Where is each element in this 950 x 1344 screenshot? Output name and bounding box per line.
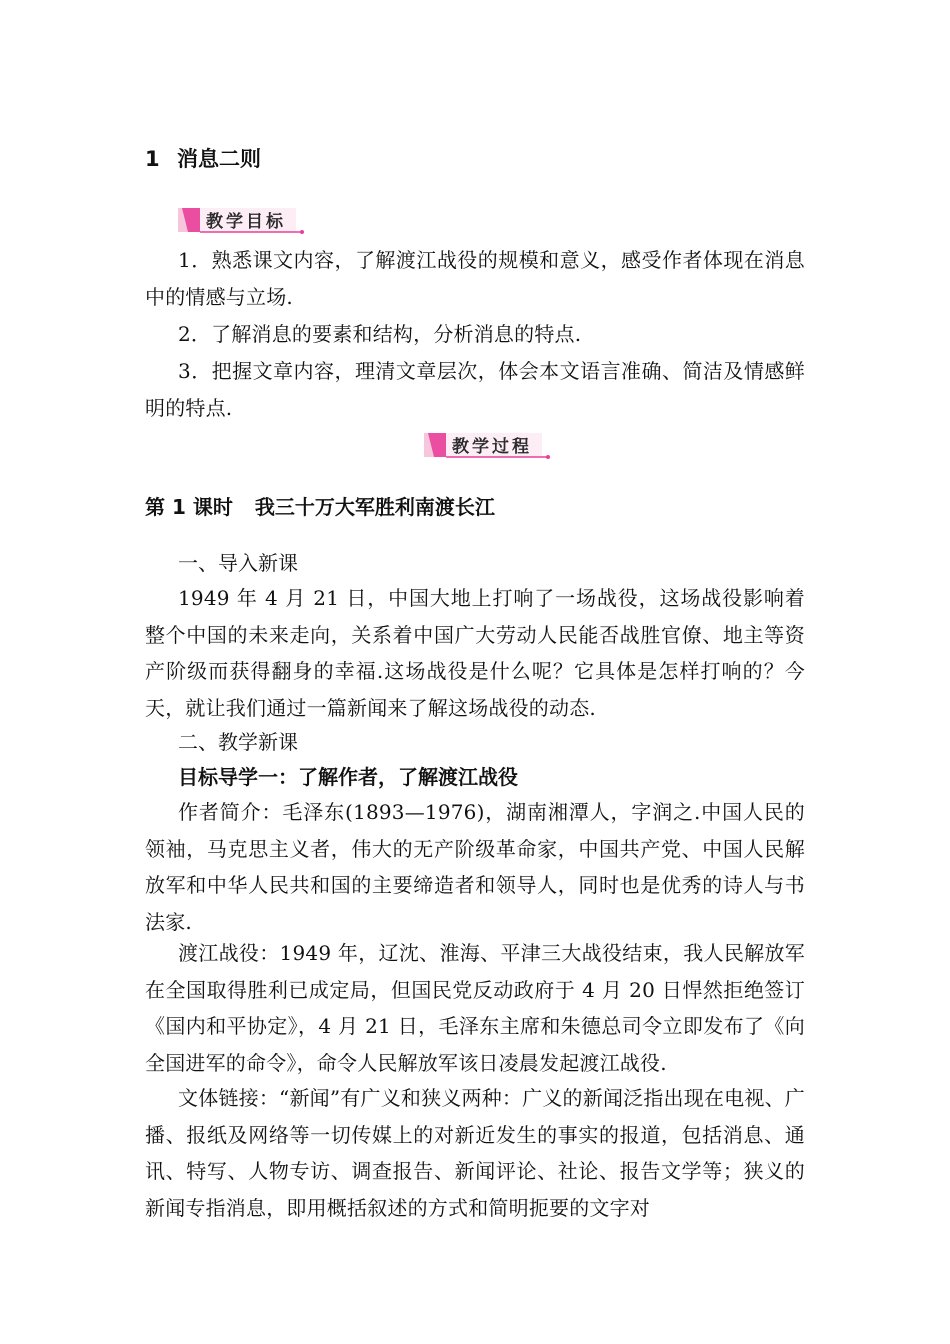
intro-paragraph: 1949 年 4 月 21 日，中国大地上打响了一场战役，这场战役影响着整个中国的未来走向，关系着中国广大劳动人民能否战胜官僚、地主等资产阶级而获得翻身的幸福.这场战役是什么呢？它具体是怎样打响的？今天，就让我们通过一篇新闻来了解这场战役的动态. <box>145 586 805 720</box>
objective-3: 3．把握文章内容，理清文章层次，体会本文语言准确、简洁及情感鲜明的特点. <box>145 359 805 420</box>
goal-heading: 目标导学一：了解作者，了解渡江战役 <box>178 765 518 789</box>
process-badge-label: 教学过程 <box>452 437 532 457</box>
lesson-title-text: 消息二则 <box>177 147 261 171</box>
objective-1: 1．熟悉课文内容，了解渡江战役的规模和意义，感受作者体现在消息中的情感与立场. <box>145 248 805 309</box>
lesson-number: 1 <box>145 147 160 171</box>
intro-heading: 一、导入新课 <box>178 551 298 575</box>
author-paragraph: 作者简介：毛泽东(1893—1976)，湖南湘潭人，字润之.中国人民的领袖，马克思主义者，伟大的无产阶级革命家，中国共产党、中国人民解放军和中华人民共和国的主要缔造者和领导人，同时也是优秀的诗人与书法家. <box>145 800 805 934</box>
teach-heading: 二、教学新课 <box>178 730 298 754</box>
period-title: 我三十万大军胜利南渡长江 <box>254 495 495 519</box>
process-badge <box>424 430 554 460</box>
lesson-title <box>145 144 261 174</box>
objectives-badge <box>178 205 308 235</box>
genre-paragraph: 文体链接：“新闻”有广义和狭义两种：广义的新闻泛指出现在电视、广播、报纸及网络等一切传媒上的对新近发生的事实的报道，包括消息、通讯、特写、人物专访、调查报告、新闻评论、社论、报告文学等；狭义的新闻专指消息，即用概括叙述的方式和简明扼要的文字对 <box>145 1086 805 1220</box>
period-label: 第 1 课时 <box>145 495 233 519</box>
battle-paragraph: 渡江战役：1949 年，辽沈、淮海、平津三大战役结束，我人民解放军在全国取得胜利已成定局，但国民党反动政府于 4 月 20 日悍然拒绝签订《国内和平协定》，4 月 21 日，毛泽东主席和朱德总司令立即发布了《向全国进军的命令》，命令人民解放军该日凌晨发起渡江战役. <box>145 941 805 1075</box>
period-heading <box>145 492 495 522</box>
objective-2: 2．了解消息的要素和结构，分析消息的特点. <box>178 322 582 346</box>
objectives-badge-label: 教学目标 <box>206 212 286 232</box>
